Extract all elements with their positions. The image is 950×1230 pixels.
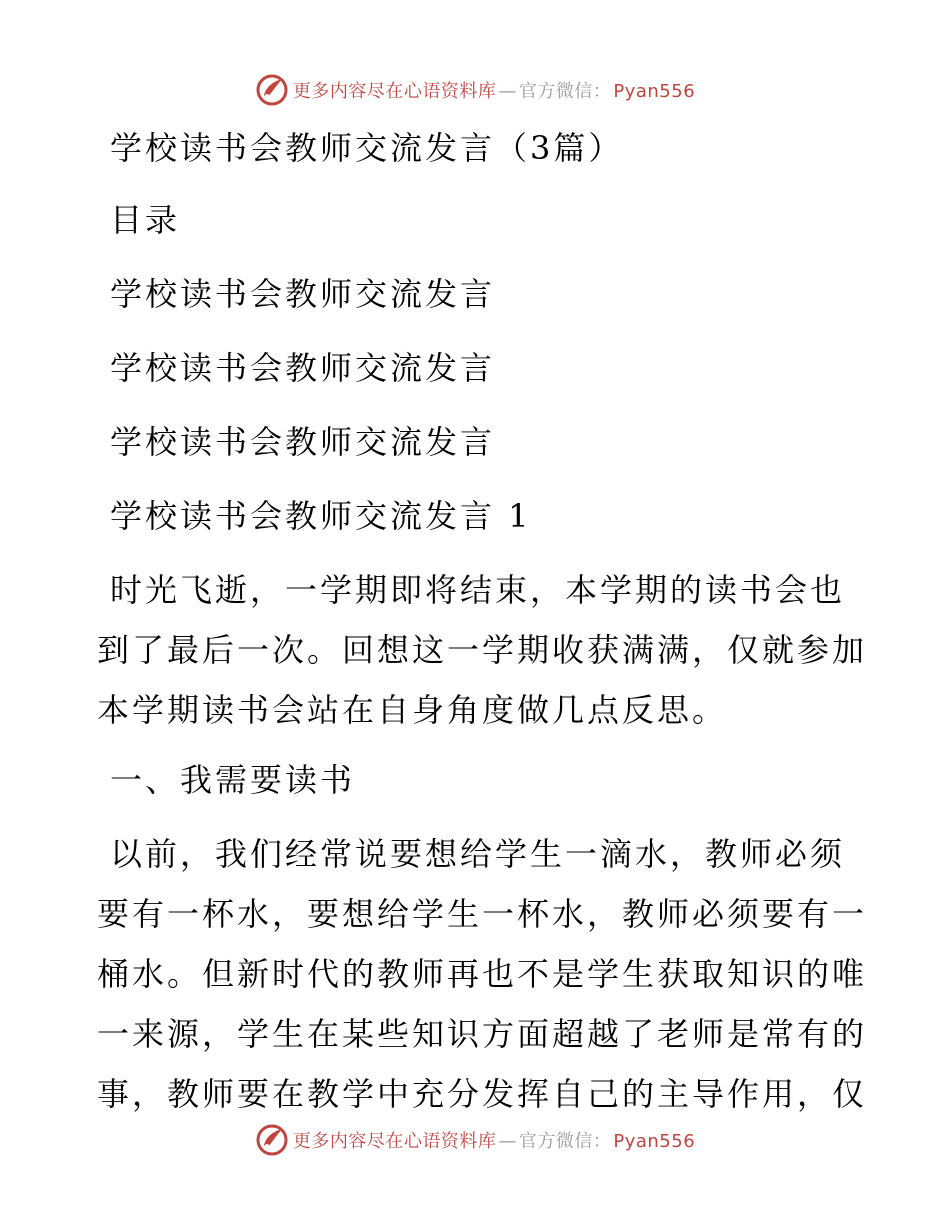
- paragraph-line: 桶水。但新时代的教师再也不是学生获取知识的唯: [97, 955, 868, 993]
- toc-heading: 目录: [110, 201, 181, 239]
- paragraph-line: 时光飞逝，一学期即将结束，本学期的读书会也: [110, 571, 846, 609]
- toc-item: 学校读书会教师交流发言: [110, 349, 496, 387]
- watermark-site-text: 更多内容尽在心语资料库: [292, 1131, 497, 1152]
- paragraph-line: 事，教师要在教学中充分发挥自己的主导作用，仅: [97, 1075, 868, 1113]
- seal-logo-icon: [255, 1123, 289, 1157]
- watermark-wechat-label: 官方微信：: [518, 81, 612, 102]
- watermark-text: [293, 1127, 695, 1153]
- watermark-wechat-label: 官方微信：: [518, 1131, 612, 1152]
- section-title: 学校读书会教师交流发言 1: [110, 497, 532, 535]
- paragraph-line: 到了最后一次。回想这一学期收获满满，仅就参加: [97, 631, 868, 669]
- watermark-wechat-id: Pyan556: [613, 81, 696, 102]
- paragraph-line: 以前，我们经常说要想给学生一滴水，教师必须: [110, 835, 846, 873]
- watermark-text: [293, 77, 695, 103]
- toc-item: 学校读书会教师交流发言: [110, 423, 496, 461]
- watermark-separator: —: [498, 81, 517, 102]
- watermark-site-text: 更多内容尽在心语资料库: [292, 81, 497, 102]
- paragraph-line: 要有一杯水，要想给学生一杯水，教师必须要有一: [97, 895, 868, 933]
- toc-item: 学校读书会教师交流发言: [110, 275, 496, 313]
- paragraph-line: 一来源，学生在某些知识方面超越了老师是常有的: [97, 1015, 868, 1053]
- watermark-banner-bottom: [0, 1120, 950, 1160]
- document-title: 学校读书会教师交流发言（3篇）: [110, 129, 624, 167]
- watermark-wechat-id: Pyan556: [613, 1131, 696, 1152]
- seal-logo-icon: [255, 73, 289, 107]
- watermark-banner-top: [0, 70, 950, 110]
- paragraph-line: 本学期读书会站在自身角度做几点反思。: [97, 691, 728, 729]
- subheading: 一、我需要读书: [110, 761, 356, 799]
- watermark-separator: —: [498, 1131, 517, 1152]
